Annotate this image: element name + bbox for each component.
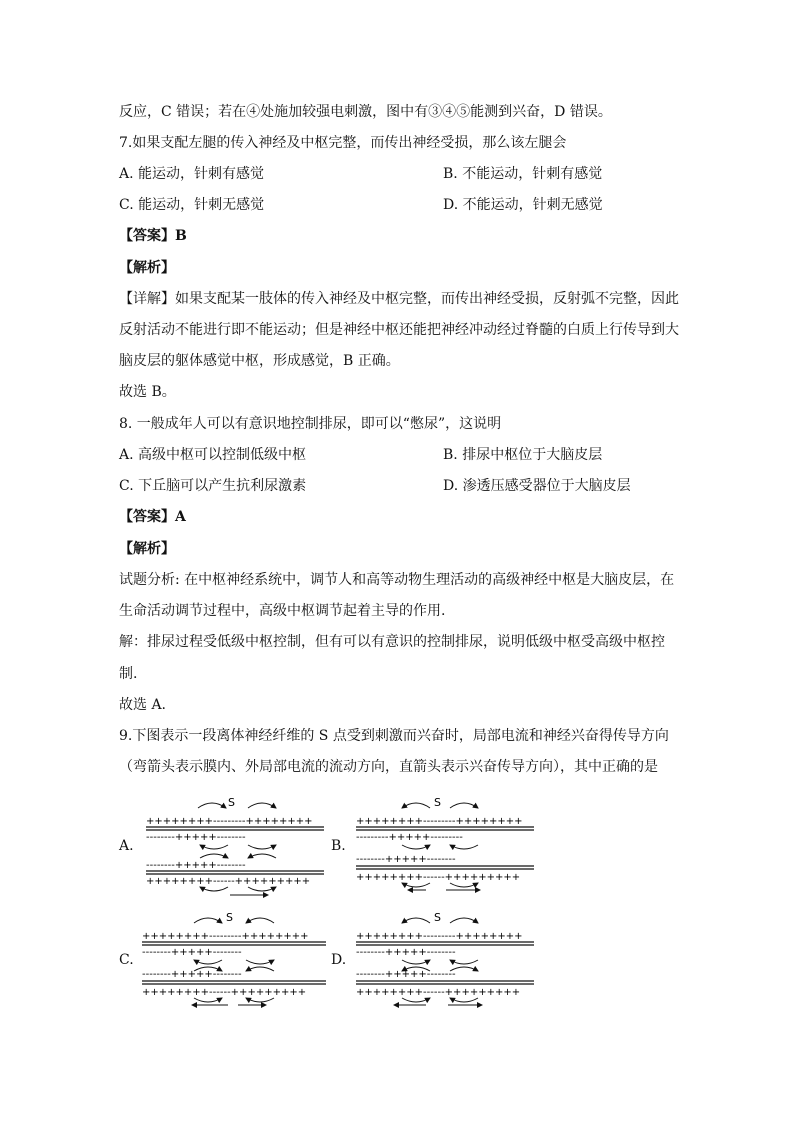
question-8: 8. 一般成年人可以有意识地控制排尿，即可以“憋尿”，这说明 xyxy=(119,416,502,432)
q7-option-a: A. 能运动，针刺有感觉 xyxy=(119,166,265,182)
q8-answer: 【答案】A xyxy=(119,509,186,525)
figure-c-bottom-inner-charges: --------+++++-------- xyxy=(142,969,242,980)
q7-choose: 故选 B。 xyxy=(119,384,176,400)
q7-option-d: D. 不能运动，针刺无感觉 xyxy=(443,197,603,213)
figure-c-top-inner-charges: --------+++++-------- xyxy=(142,947,242,958)
figure-d-top-outer-charges: ++++++++---------++++++++ xyxy=(356,931,523,942)
figure-c-s-label: S xyxy=(226,911,233,924)
figure-c-top-outer-charges: ++++++++---------++++++++ xyxy=(142,931,309,942)
q8-analysis-heading: 【解析】 xyxy=(119,541,175,557)
q7-answer: 【答案】B xyxy=(119,228,187,244)
figure-b-bottom-inner-charges: --------+++++-------- xyxy=(356,854,456,865)
figure-d-bottom-inner-charges: --------+++++-------- xyxy=(356,969,456,980)
figure-a-top-outer-charges: ++++++++---------++++++++ xyxy=(146,816,313,827)
figure-c-label: C. xyxy=(119,952,134,968)
figure-d-label: D. xyxy=(331,952,347,968)
q8-option-a: A. 高级中枢可以控制低级中枢 xyxy=(119,447,307,463)
q7-option-c: C. 能运动，针刺无感觉 xyxy=(119,197,265,213)
figure-d-nerve-fiber xyxy=(350,905,540,1015)
figure-a-bottom-outer-charges: ++++++++------+++++++++ xyxy=(146,876,311,887)
q8-analysis-line-3: 解：排尿过程受低级中枢控制，但有可以有意识的控制排尿，说明低级中枢受高级中枢控 xyxy=(119,634,665,650)
figure-b-s-label: S xyxy=(434,796,441,809)
question-9-line-2: （弯箭头表示膜内、外局部电流的流动方向，直箭头表示兴奋传导方向），其中正确的是 xyxy=(119,759,658,775)
text-line: 反应，C 错误；若在④处施加较强电刺激，图中有③④⑤能测到兴奋，D 错误。 xyxy=(119,104,612,120)
figure-b-label: B. xyxy=(331,838,346,854)
q7-detail-line-1: 【详解】如果支配某一肢体的传入神经及中枢完整，而传出神经受损，反射弧不完整，因此 xyxy=(119,291,679,307)
q8-option-b: B. 排尿中枢位于大脑皮层 xyxy=(443,447,603,463)
q8-analysis-line-1: 试题分析: 在中枢神经系统中，调节人和高等动物生理活动的高级神经中枢是大脑皮层，在 xyxy=(119,572,675,588)
figure-b-nerve-fiber xyxy=(350,790,540,900)
figure-a-bottom-inner-charges: --------+++++-------- xyxy=(146,860,246,871)
figure-a-label: A. xyxy=(119,838,134,854)
figure-d-bottom-outer-charges: ++++++++------+++++++++ xyxy=(356,987,521,998)
q8-choose: 故选 A. xyxy=(119,697,167,713)
figure-c-bottom-outer-charges: ++++++++------+++++++++ xyxy=(142,987,307,998)
q7-option-b: B. 不能运动，针刺有感觉 xyxy=(443,166,603,182)
figure-b-top-outer-charges: ++++++++---------++++++++ xyxy=(356,816,523,827)
question-9-line-1: 9.下图表示一段离体神经纤维的 S 点受到刺激而兴奋时，局部电流和神经兴奋得传导方向 xyxy=(119,728,669,744)
figure-b-bottom-outer-charges: ++++++++------+++++++++ xyxy=(356,872,521,883)
q8-analysis-line-4: 制. xyxy=(119,666,138,682)
q7-detail-line-2: 反射活动不能进行即不能运动；但是神经中枢还能把神经冲动经过脊髓的白质上行传导到大 xyxy=(119,322,679,338)
q7-analysis-heading: 【解析】 xyxy=(119,260,175,276)
q8-option-c: C. 下丘脑可以产生抗利尿激素 xyxy=(119,478,307,494)
q7-detail-line-3: 脑皮层的躯体感觉中枢，形成感觉，B 正确。 xyxy=(119,353,400,369)
figure-d-top-inner-charges: --------+++++-------- xyxy=(356,947,456,958)
figure-d-s-label: S xyxy=(434,911,441,924)
question-7: 7.如果支配左腿的传入神经及中枢完整，而传出神经受损，那么该左腿会 xyxy=(119,135,567,151)
figure-a-s-label: S xyxy=(228,796,235,809)
q8-analysis-line-2: 生命活动调节过程中，高级中枢调节起着主导的作用. xyxy=(119,603,446,619)
figure-a-top-inner-charges: --------+++++-------- xyxy=(146,832,246,843)
q8-option-d: D. 渗透压感受器位于大脑皮层 xyxy=(443,478,631,494)
figure-a-nerve-fiber xyxy=(140,790,330,900)
figure-b-top-inner-charges: ---------+++++--------- xyxy=(356,832,463,843)
figure-c-nerve-fiber xyxy=(138,905,333,1015)
